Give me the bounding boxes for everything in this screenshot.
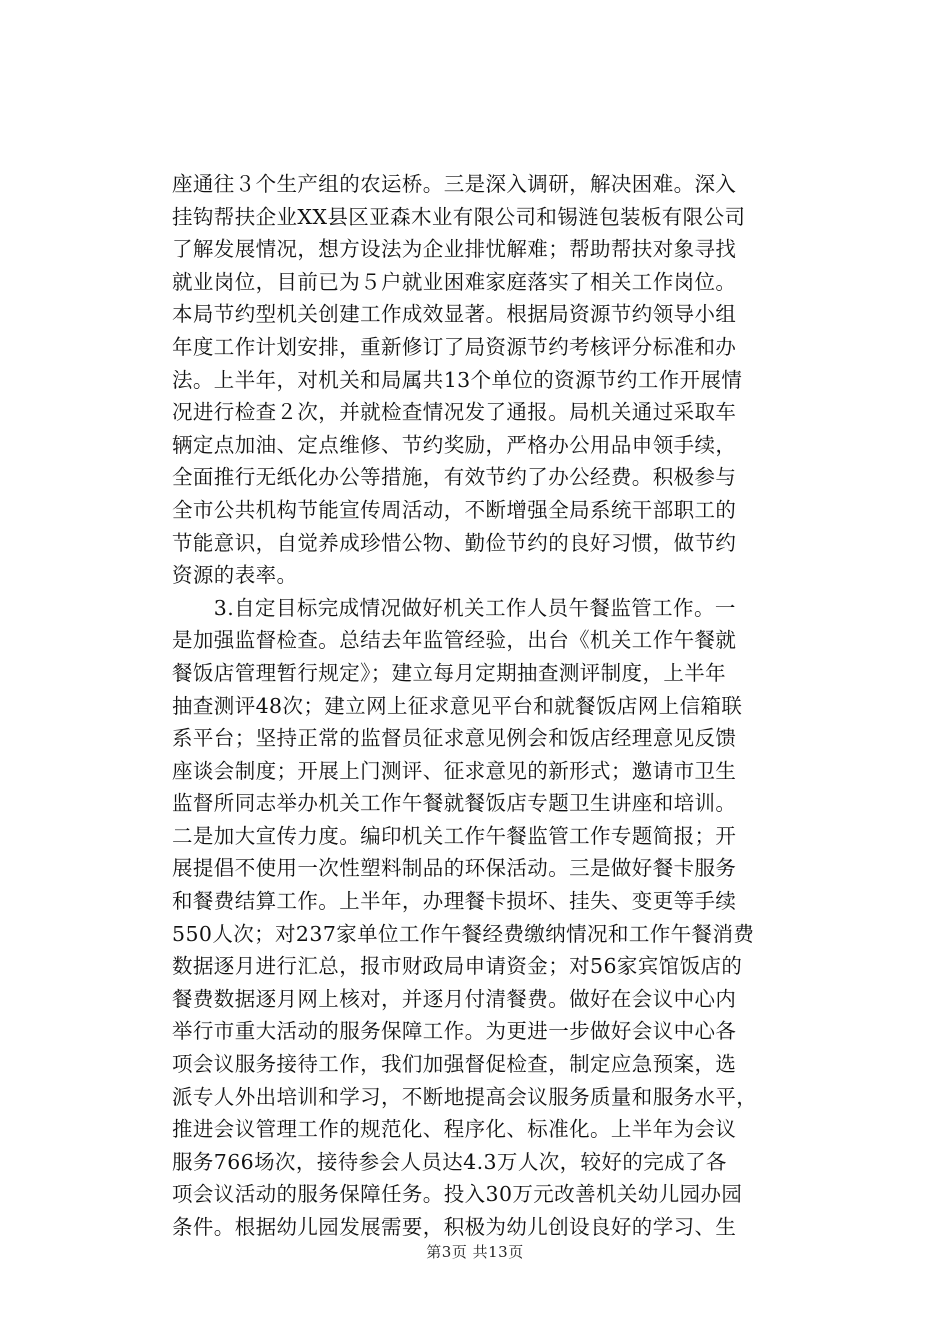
text-line: 550人次；对237家单位工作午餐经费缴纳情况和工作午餐消费 [172, 921, 755, 946]
text-line: 辆定点加油、定点维修、节约奖励，严格办公用品申领手续， [172, 432, 737, 457]
text-line: 服务766场次，接待参会人员达4.3万人次，较好的完成了各 [172, 1149, 727, 1174]
text-line: 项会议服务接待工作，我们加强督促检查，制定应急预案，选 [172, 1052, 737, 1077]
text-line: 资源的表率。 [172, 563, 298, 588]
text-line: 展提倡不使用一次性塑料制品的环保活动。三是做好餐卡服务 [172, 856, 737, 881]
text-line: 况进行检查２次，并就检查情况发了通报。局机关通过采取车 [172, 400, 737, 425]
text-line: 项会议活动的服务保障任务。投入30万元改善机关幼儿园办园 [172, 1182, 743, 1207]
text-line: 餐费数据逐月网上核对，并逐月付清餐费。做好在会议中心内 [172, 986, 737, 1011]
text-line: 座通往３个生产组的农运桥。三是深入调研，解决困难。深入 [172, 172, 737, 196]
text-line: 法。上半年，对机关和局属共13个单位的资源节约工作开展情 [172, 367, 743, 392]
text-line: 了解发展情况，想方设法为企业排忧解难；帮助帮扶对象寻找 [172, 237, 737, 262]
text-line: 全面推行无纸化办公等措施，有效节约了办公经费。积极参与 [172, 465, 737, 490]
text-line: 二是加大宣传力度。编印机关工作午餐监管工作专题简报；开 [172, 823, 737, 848]
text-line: 和餐费结算工作。上半年，办理餐卡损坏、挂失、变更等手续 [172, 889, 737, 914]
text-line: 座谈会制度；开展上门测评、征求意见的新形式；邀请市卫生 [172, 758, 737, 783]
text-line: 挂钩帮扶企业XX县区亚森木业有限公司和锡涟包装板有限公司 [172, 204, 746, 229]
page-number-label: 第3页 共13页 [426, 1243, 524, 1261]
text-line: 3.自定目标完成情况做好机关工作人员午餐监管工作。一 [172, 595, 736, 620]
text-line: 全市公共机构节能宣传周活动，不断增强全局系统干部职工的 [172, 497, 737, 522]
text-line: 年度工作计划安排，重新修订了局资源节约考核评分标准和办 [172, 334, 737, 359]
text-line: 餐饭店管理暂行规定》；建立每月定期抽查测评制度，上半年 [172, 660, 727, 685]
text-line: 数据逐月进行汇总，报市财政局申请资金；对56家宾馆饭店的 [172, 954, 743, 979]
text-line: 条件。根据幼儿园发展需要，积极为幼儿创设良好的学习、生 [172, 1215, 737, 1239]
text-line: 抽查测评48次；建立网上征求意见平台和就餐饭店网上信箱联 [172, 693, 743, 718]
text-line: 监督所同志举办机关工作午餐就餐饭店专题卫生讲座和培训。 [172, 791, 737, 816]
page-footer [0, 1242, 950, 1262]
text-line: 节能意识，自觉养成珍惜公物、勤俭节约的良好习惯，做节约 [172, 530, 737, 555]
text-line: 推进会议管理工作的规范化、程序化、标准化。上半年为会议 [172, 1117, 737, 1142]
text-line: 就业岗位，目前已为５户就业困难家庭落实了相关工作岗位。 [172, 269, 737, 294]
text-line: 本局节约型机关创建工作成效显著。根据局资源节约领导小组 [172, 302, 737, 327]
text-line: 举行市重大活动的服务保障工作。为更进一步做好会议中心各 [172, 1019, 737, 1044]
text-line: 派专人外出培训和学习，不断地提高会议服务质量和服务水平， [172, 1084, 758, 1109]
body-text [172, 168, 872, 1244]
text-line: 是加强监督检查。总结去年监管经验，出台《机关工作午餐就 [172, 628, 737, 653]
text-line: 系平台；坚持正常的监督员征求意见例会和饭店经理意见反馈 [172, 726, 737, 751]
